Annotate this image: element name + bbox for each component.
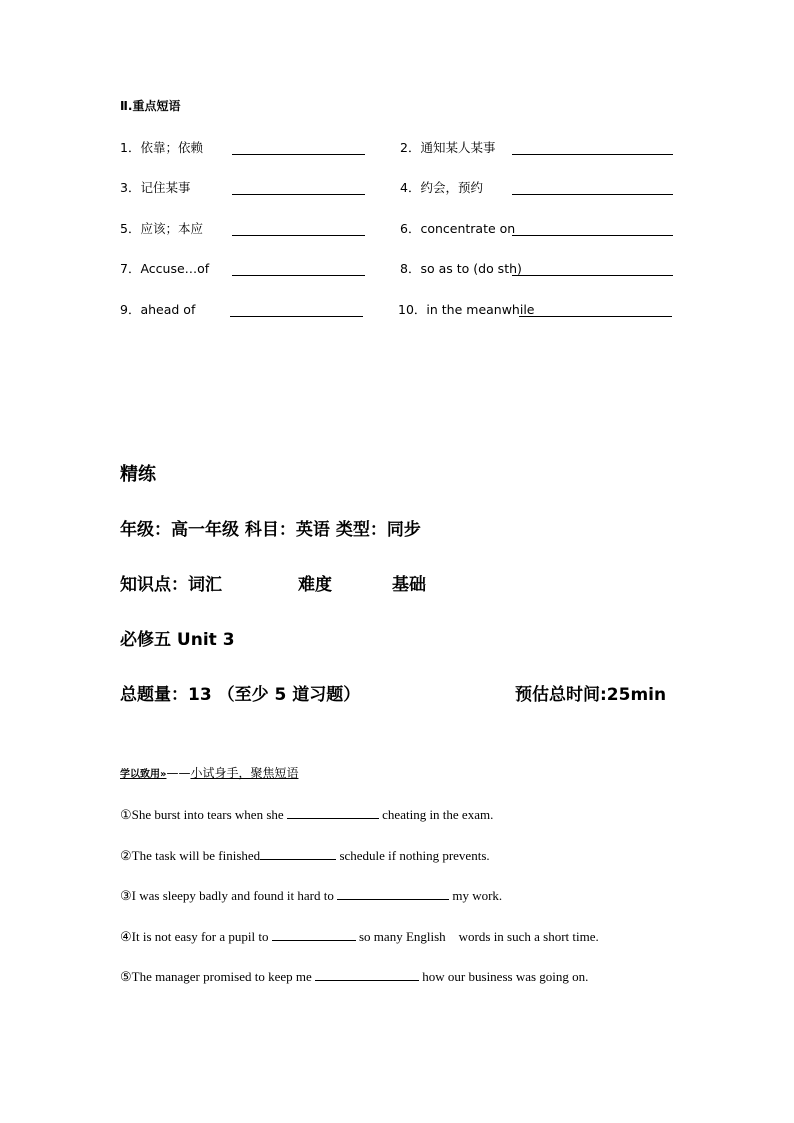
- sentence-text: cheating in the exam.: [378, 807, 494, 822]
- sentence-text: ③I was sleepy badly and found it hard to: [120, 888, 338, 903]
- answer-blank[interactable]: [337, 887, 449, 900]
- estimated-time: 预估总时间:25min: [515, 685, 667, 705]
- phrase-label: 3．记住某事: [120, 180, 191, 195]
- practice-title: 精练: [120, 464, 156, 485]
- sentence-text: ②The task will be finished: [120, 848, 261, 863]
- exercise-subtitle: 小试身手，聚焦短语: [190, 766, 299, 780]
- phrase-label: 6．concentrate on: [400, 221, 516, 236]
- answer-blank[interactable]: [232, 219, 365, 236]
- answer-blank[interactable]: [232, 178, 365, 195]
- sentence-text: schedule if nothing prevents.: [336, 848, 490, 863]
- exercise-sentence: [120, 847, 490, 864]
- phrases-section-title: Ⅱ.重点短语: [120, 99, 181, 113]
- answer-blank[interactable]: [230, 300, 363, 317]
- phrase-label: 4．约会，预约: [400, 180, 483, 195]
- difficulty-value: 基础: [392, 575, 426, 595]
- difficulty-label: 难度: [298, 575, 332, 595]
- answer-blank[interactable]: [512, 138, 673, 155]
- sentence-text: ⑤The manager promised to keep me: [120, 969, 316, 984]
- exercise-sentence: [120, 806, 493, 823]
- answer-blank[interactable]: [232, 138, 365, 155]
- answer-blank[interactable]: [272, 928, 356, 941]
- phrase-label: 10．in the meanwhile: [398, 302, 535, 317]
- answer-blank[interactable]: [512, 219, 673, 236]
- exercise-section-title: [120, 764, 298, 781]
- phrase-label: 5．应该；本应: [120, 221, 203, 236]
- answer-blank[interactable]: [315, 968, 419, 981]
- phrase-label: 2．通知某人某事: [400, 140, 496, 155]
- answer-blank[interactable]: [287, 806, 379, 819]
- answer-blank[interactable]: [512, 178, 673, 195]
- exercise-sentence: [120, 887, 502, 904]
- phrase-label: 1．依靠；依赖: [120, 140, 203, 155]
- sentence-text: ④It is not easy for a pupil to: [120, 929, 272, 944]
- knowledge-point: 知识点：词汇: [120, 575, 222, 595]
- sentence-text: so many English words in such a short time.: [355, 929, 599, 944]
- answer-blank[interactable]: [512, 259, 673, 276]
- total-questions: 总题量：13 （至少 5 道习题）: [120, 685, 361, 705]
- answer-blank[interactable]: [519, 300, 672, 317]
- exercise-sentence: [120, 968, 588, 985]
- answer-blank[interactable]: [260, 847, 336, 860]
- phrase-label: 7．Accuse…of: [120, 261, 210, 276]
- unit-label: 必修五 Unit 3: [120, 630, 235, 650]
- phrase-label: 9．ahead of: [120, 302, 196, 317]
- sentence-text: ①She burst into tears when she: [120, 807, 287, 822]
- grade-subject-line: 年级：高一年级 科目：英语 类型：同步: [120, 520, 421, 540]
- sentence-text: my work.: [449, 888, 503, 903]
- sentence-text: how our business was going on.: [419, 969, 589, 984]
- exercise-dash: ——: [166, 766, 191, 780]
- phrase-label: 8．so as to (do sth): [400, 261, 522, 276]
- exercise-lead: 学以致用»: [120, 769, 167, 780]
- exercise-sentence: [120, 928, 599, 945]
- answer-blank[interactable]: [232, 259, 365, 276]
